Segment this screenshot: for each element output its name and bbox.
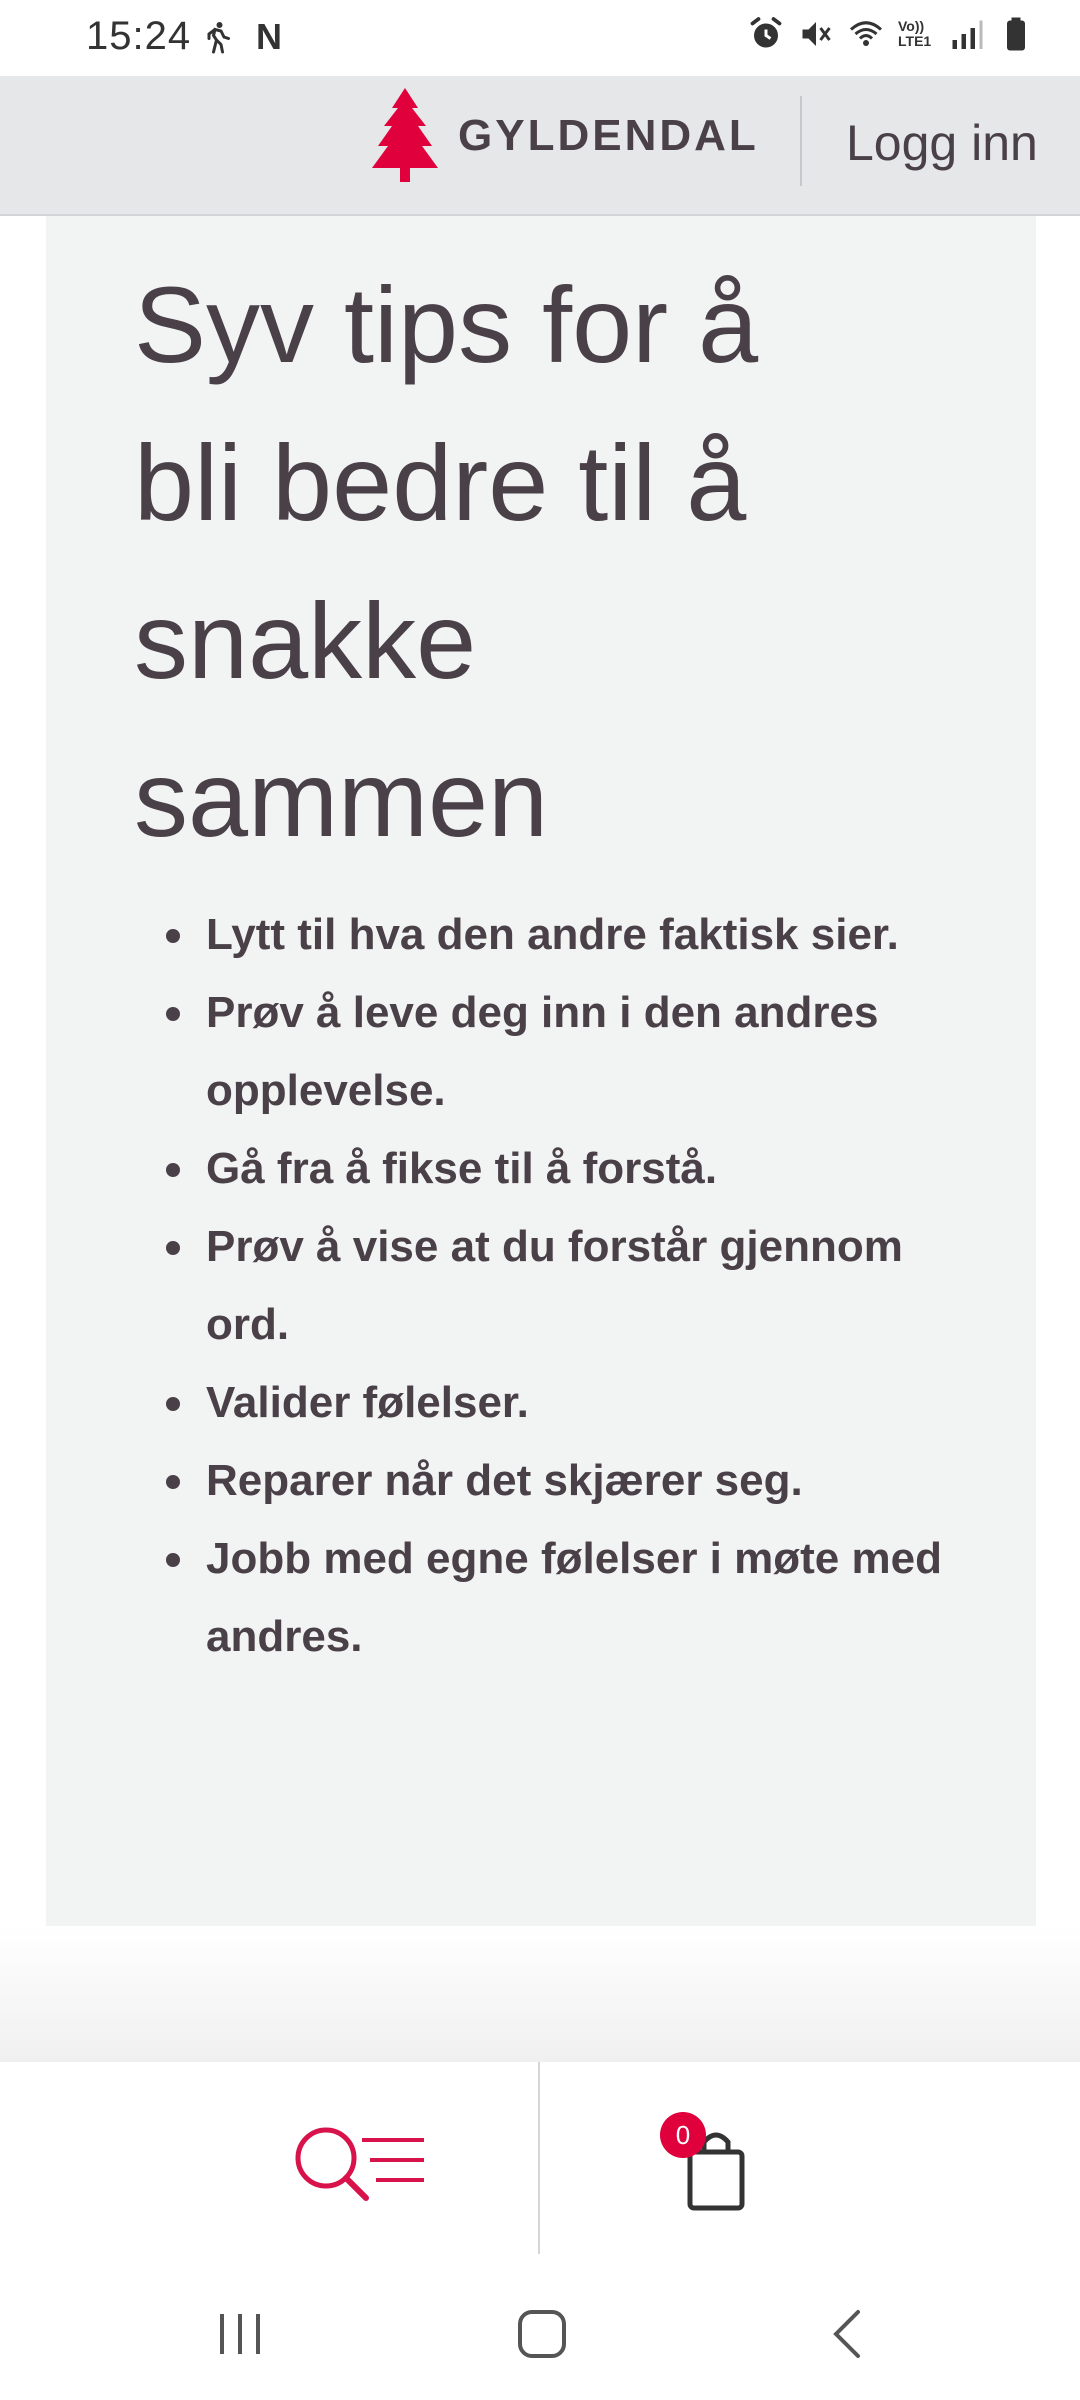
back-icon [818, 2304, 878, 2364]
bottom-bar [0, 2062, 1080, 2262]
recents-icon [210, 2304, 270, 2364]
system-nav-bar [0, 2262, 1080, 2400]
brand-name: GYLDENDAL [458, 111, 759, 160]
list-item: Reparer når det skjærer seg. [166, 1442, 996, 1520]
home-icon [512, 2304, 572, 2364]
search-menu-button[interactable] [290, 2122, 430, 2212]
gyldendal-logo[interactable] [370, 86, 759, 186]
recents-button[interactable] [210, 2304, 270, 2364]
volte-icon: Vo)) LTE1 [898, 18, 932, 49]
tips-list [166, 896, 996, 1676]
cart-count-badge: 0 [660, 2112, 706, 2158]
battery-icon [998, 16, 1034, 52]
list-item: Valider følelser. [166, 1364, 996, 1442]
search-menu-icon [290, 2122, 430, 2212]
wifi-icon [848, 16, 884, 52]
login-link[interactable]: Logg inn [846, 115, 1038, 171]
tree-logo-icon [370, 86, 440, 186]
netflix-n-icon: N [256, 16, 282, 57]
list-item: Lytt til hva den andre faktisk sier. [166, 896, 996, 974]
bottom-shadow [0, 1926, 1080, 2062]
list-item: Gå fra å fikse til å forstå. [166, 1130, 996, 1208]
header-divider [800, 96, 802, 186]
list-item: Prøv å leve deg inn i den andres opplevelse. [166, 974, 996, 1130]
home-button[interactable] [512, 2304, 572, 2364]
mute-icon [798, 16, 834, 52]
back-button[interactable] [818, 2304, 878, 2364]
bottom-bar-divider [538, 2062, 540, 2254]
list-item: Prøv å vise at du forstår gjennom ord. [166, 1208, 996, 1364]
list-item: Jobb med egne følelser i møte med andres. [166, 1520, 996, 1676]
status-time: 15:24 [86, 14, 192, 58]
alarm-icon [748, 16, 784, 52]
cart-button[interactable] [660, 2112, 760, 2222]
signal-icon [948, 16, 984, 52]
article-card [46, 216, 1036, 1926]
walking-icon [200, 19, 236, 55]
article-title: Syv tips for å bli bedre til å snakke sammen [134, 264, 759, 859]
status-bar [0, 0, 1080, 76]
site-header [0, 76, 1080, 216]
